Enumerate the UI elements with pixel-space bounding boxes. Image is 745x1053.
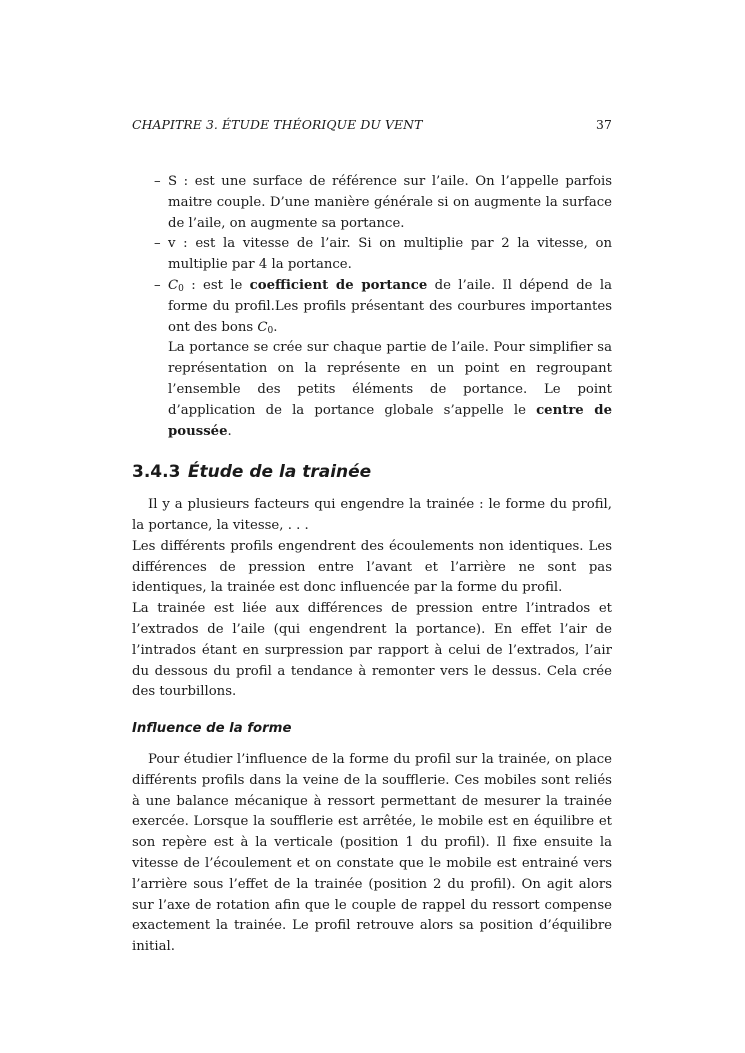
bold-term: coefficient de portance <box>249 277 428 293</box>
bold-term: centre de poussée <box>168 402 612 439</box>
paragraph: Les différents profils engendrent des écoulements non identiques. Les différences de pression entre l’avant et l’arrière ne sont pas identiques, la trainée est donc influencée par la forme du profil. <box>132 538 612 596</box>
list-dash: – <box>154 174 161 189</box>
chapter-title: CHAPITRE 3. ÉTUDE THÉORIQUE DU VENT <box>132 117 423 132</box>
math-symbol: $C_0$ <box>257 319 274 336</box>
list-item <box>132 234 612 276</box>
item-text: . <box>273 319 278 335</box>
item-text: : est le <box>183 277 250 293</box>
paragraph: La trainée est liée aux différences de pression entre l’intrados et l’extrados de l’aile (qui engendrent la portance). En effet l’air de l’intrados étant en surpression par rapport à celui de l’extrados, l’air du dessous du profil a tendance à remonter vers le dessus. Cela crée des tourbillons. <box>132 601 612 700</box>
item-text: de l’aile. Il dépend de la forme du profil.Les profils présentant des courbures importantes ont des bons <box>168 277 612 335</box>
definition-list <box>132 172 612 442</box>
item-text: v : est la vitesse de l’air. Si on multiplie par 2 la vitesse, on multiplie par 4 la portance. <box>168 236 612 273</box>
item-continuation: La portance se crée sur chaque partie de l’aile. Pour simplifier sa représentation on la représente en un point en regroupant l’ensemble des petits éléments de portance. Le point d’application de la portance globale s’appelle le centre de poussée. <box>168 340 612 439</box>
paragraph: Pour étudier l’influence de la forme du profil sur la trainée, on place différents profils dans la veine de la soufflerie. Ces mobiles sont reliés à une balance mécanique à ressort permettant de mesurer la trainée exercée. Lorsque la soufflerie est arrêtée, le mobile est en équilibre et son repère est à la verticale (position 1 du profil). Il fixe ensuite la vitesse de l’écoulement et on constate que le mobile est entrainé vers l’arrière sous l’effet de la trainée (position 2 du profil). On agit alors sur l’axe de rotation afin que le couple de rappel du ressort compense exactement la trainée. Le profil retrouve alors sa position d’équilibre initial. <box>132 751 612 955</box>
section-heading <box>132 462 612 483</box>
item-text: S : est une surface de référence sur l’aile. On l’appelle parfois maitre couple. D’une manière générale si on augmente la surface de l’aile, on augmente sa portance. <box>168 174 612 231</box>
math-symbol: $C_0$ <box>168 277 184 294</box>
page-number: 37 <box>596 117 612 132</box>
paragraph: Il y a plusieurs facteurs qui engendre la trainée : le forme du profil, la portance, la vitesse, . . . <box>132 497 612 533</box>
section-title: Étude de la trainée <box>187 462 372 483</box>
list-item <box>132 276 612 442</box>
list-dash: – <box>154 236 161 252</box>
section-number: 3.4.3 <box>132 462 181 483</box>
body-text <box>132 172 612 958</box>
list-dash: – <box>154 277 161 293</box>
list-item <box>132 172 612 234</box>
subsection-heading: Influence de la forme <box>132 721 292 737</box>
running-header <box>132 117 612 137</box>
